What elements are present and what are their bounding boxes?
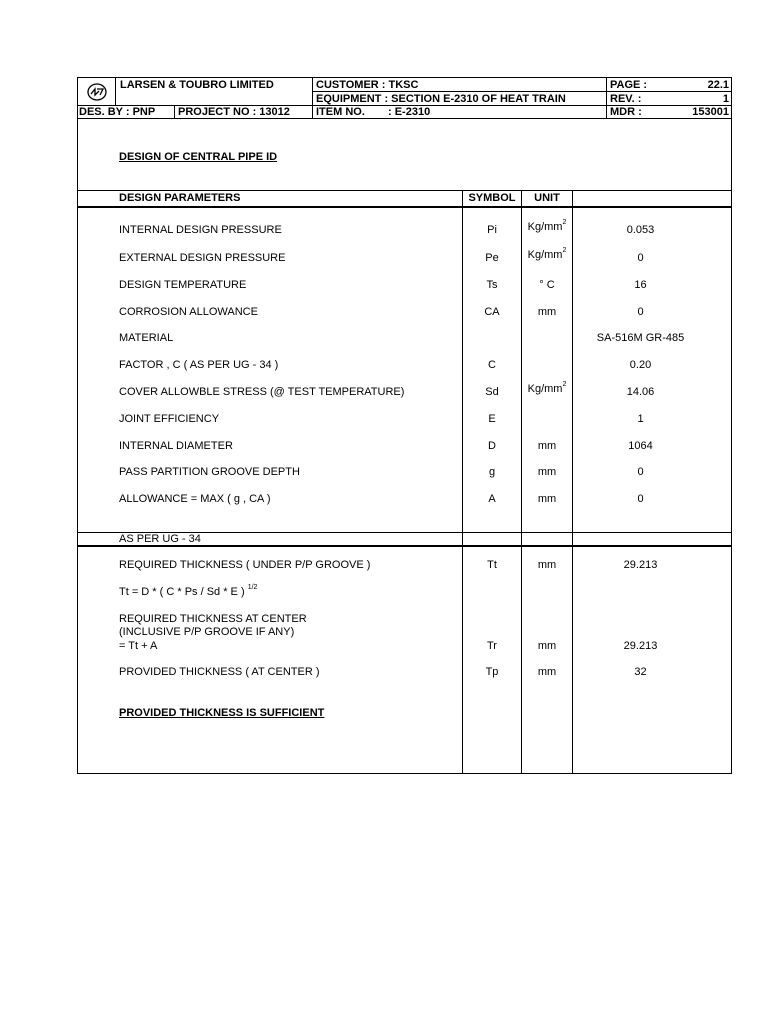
param-symbol: D xyxy=(488,440,496,452)
required-thickness-symbol: Tt xyxy=(487,559,497,571)
required-thickness-unit: mm xyxy=(537,559,557,571)
param-unit-text: mm xyxy=(537,493,557,505)
center-thickness-unit: mm xyxy=(537,640,557,652)
designed-by: DES. BY : PNP xyxy=(79,106,156,118)
param-name: JOINT EFFICIENCY xyxy=(119,413,220,425)
param-unit-text: ° C xyxy=(539,279,555,291)
param-unit xyxy=(521,466,573,479)
company-logo xyxy=(87,82,107,102)
mdr-label: MDR : xyxy=(610,106,642,118)
param-unit-exponent: 2 xyxy=(562,247,567,255)
customer-field: CUSTOMER : TKSC xyxy=(316,79,419,91)
project-number: PROJECT NO : 13012 xyxy=(178,106,290,118)
param-unit-text: Kg/mm xyxy=(527,221,563,233)
param-unit xyxy=(521,493,573,506)
param-value: 0 xyxy=(637,306,644,318)
doc-title: DESIGN OF CENTRAL PIPE ID xyxy=(119,151,278,163)
param-symbol: g xyxy=(488,466,496,478)
param-symbol: Pe xyxy=(485,252,499,264)
param-name: INTERNAL DESIGN PRESSURE xyxy=(119,224,282,236)
param-symbol: A xyxy=(488,493,496,505)
item-number: : E-2310 xyxy=(388,106,431,118)
item-label: ITEM NO. xyxy=(316,106,365,118)
param-name: PASS PARTITION GROOVE DEPTH xyxy=(119,466,300,478)
col-header-symbol: SYMBOL xyxy=(468,192,516,204)
param-unit-text: Kg/mm xyxy=(527,249,563,261)
col-header-unit: UNIT xyxy=(534,192,560,204)
param-unit-exponent: 2 xyxy=(562,381,567,389)
equipment-field: EQUIPMENT : SECTION E-2310 OF HEAT TRAIN xyxy=(316,93,566,105)
param-name: COVER ALLOWBLE STRESS (@ TEST TEMPERATURE) xyxy=(119,386,405,398)
param-symbol: Ts xyxy=(486,279,498,291)
center-thickness-line3: = Tt + A xyxy=(119,640,158,652)
param-unit xyxy=(521,306,573,319)
param-symbol: Pi xyxy=(487,224,497,236)
formula-exponent: 1/2 xyxy=(247,584,258,592)
param-symbol: CA xyxy=(484,306,500,318)
param-unit-text: Kg/mm xyxy=(527,383,563,395)
conclusion-text: PROVIDED THICKNESS IS SUFFICIENT xyxy=(119,707,325,719)
page-label: PAGE : xyxy=(610,79,648,91)
param-value: 1064 xyxy=(628,440,653,452)
param-value: 0.053 xyxy=(626,224,655,236)
center-thickness-value: 29.213 xyxy=(623,640,658,652)
param-name: DESIGN TEMPERATURE xyxy=(119,279,247,291)
param-unit xyxy=(521,221,573,234)
param-value: 16 xyxy=(634,279,647,291)
param-unit xyxy=(521,383,573,396)
param-unit xyxy=(521,249,573,262)
param-unit xyxy=(521,279,573,292)
param-name: INTERNAL DIAMETER xyxy=(119,440,233,452)
col-header-parameters: DESIGN PARAMETERS xyxy=(119,192,241,204)
thickness-formula: Tt = D * ( C * Ps / Sd * E ) $^{1/2}$ xyxy=(119,584,258,598)
provided-thickness-symbol: Tp xyxy=(485,666,499,678)
param-unit xyxy=(521,440,573,453)
param-value: 0.20 xyxy=(629,359,652,371)
rev-label: REV. : xyxy=(610,93,642,105)
param-value: 14.06 xyxy=(626,386,655,398)
param-name: MATERIAL xyxy=(119,332,174,344)
param-unit-text: mm xyxy=(537,440,557,452)
param-name: EXTERNAL DESIGN PRESSURE xyxy=(119,252,286,264)
param-unit-exponent: 2 xyxy=(562,219,567,227)
param-name: ALLOWANCE = MAX ( g , CA ) xyxy=(119,493,271,505)
company-name: LARSEN & TOUBRO LIMITED xyxy=(120,79,274,91)
param-value: SA-516M GR-485 xyxy=(596,332,685,344)
provided-thickness-value: 32 xyxy=(634,666,647,678)
section-ug34-title: AS PER UG - 34 xyxy=(119,533,201,545)
param-name: FACTOR , C ( AS PER UG - 34 ) xyxy=(119,359,279,371)
param-value: 0 xyxy=(637,466,644,478)
provided-thickness-label: PROVIDED THICKNESS ( AT CENTER ) xyxy=(119,666,320,678)
param-value: 1 xyxy=(637,413,644,425)
param-symbol: Sd xyxy=(485,386,499,398)
center-thickness-line1: REQUIRED THICKNESS AT CENTER xyxy=(119,613,307,625)
param-value: 0 xyxy=(637,493,644,505)
center-thickness-symbol: Tr xyxy=(487,640,497,652)
rev-number: 1 xyxy=(722,93,729,105)
mdr-number: 153001 xyxy=(692,106,729,118)
required-thickness-value: 29.213 xyxy=(623,559,658,571)
provided-thickness-unit: mm xyxy=(537,666,557,678)
param-unit-text: mm xyxy=(537,306,557,318)
page-number: 22.1 xyxy=(707,79,729,91)
center-thickness-line2: (INCLUSIVE P/P GROOVE IF ANY) xyxy=(119,626,295,638)
param-symbol: E xyxy=(488,413,496,425)
required-thickness-label: REQUIRED THICKNESS ( UNDER P/P GROOVE ) xyxy=(119,559,371,571)
param-symbol: C xyxy=(488,359,496,371)
param-value: 0 xyxy=(637,252,644,264)
param-unit-text: mm xyxy=(537,466,557,478)
param-name: CORROSION ALLOWANCE xyxy=(119,306,258,318)
